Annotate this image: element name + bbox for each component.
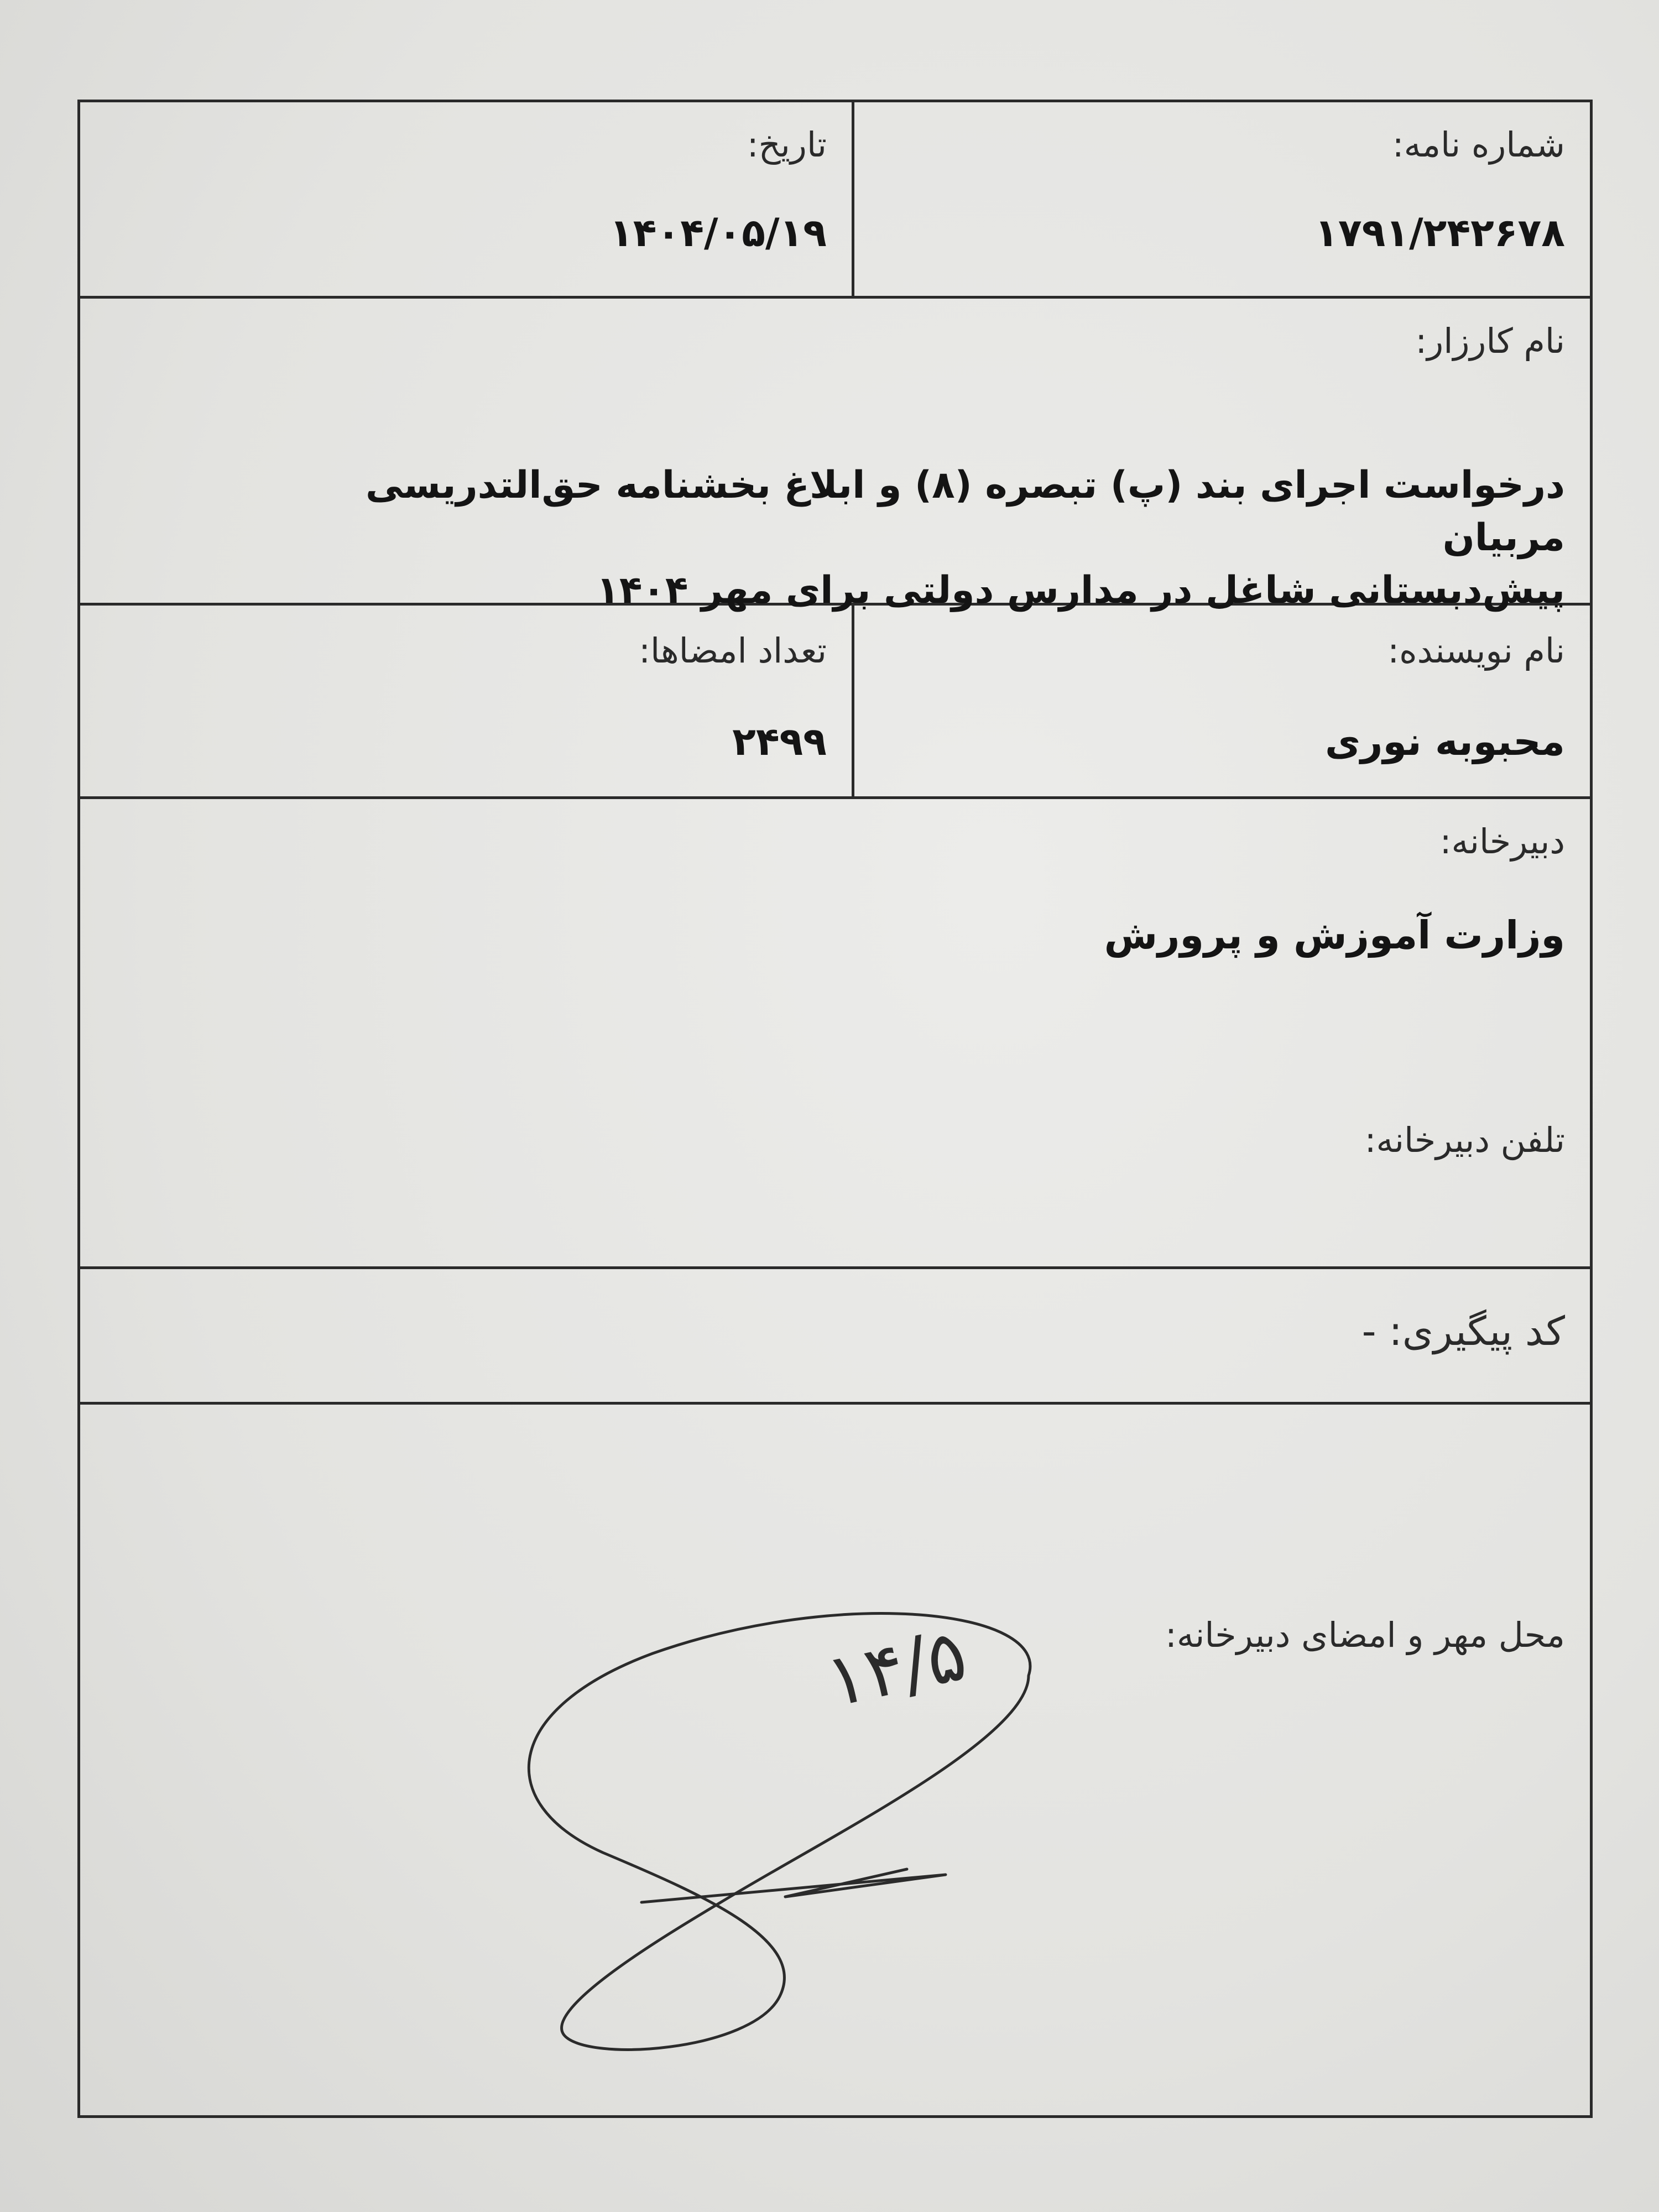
campaign-title xyxy=(279,459,1565,617)
author-value: محبوبه نوری xyxy=(1325,719,1565,764)
author-cell xyxy=(849,606,1590,796)
campaign-label: نام کارزار: xyxy=(1415,321,1565,361)
header-row xyxy=(80,102,1590,299)
secretariat-phone-label: تلفن دبیرخانه: xyxy=(1364,1120,1565,1160)
letter-number-value: ۱۷۹۱/۲۴۲۶۷۸ xyxy=(1314,210,1565,255)
signatures-count-value: ۲۴۹۹ xyxy=(732,719,827,764)
campaign-title-line-2: پیش‌دبستانی شاغل در مدارس دولتی برای مهر ۱۴۰۴ xyxy=(596,568,1565,612)
date-label: تاریخ: xyxy=(747,124,827,165)
campaign-row xyxy=(80,299,1590,612)
campaign-title-line-1: درخواست اجرای بند (پ) تبصره (۸) و ابلاغ بخشنامه حق‌التدریسی مربیان xyxy=(365,463,1565,560)
handwritten-signature xyxy=(420,1543,1139,2068)
tracking-code-label: کد پیگیری: - xyxy=(1361,1308,1565,1354)
secretariat-value: وزارت آموزش و پرورش xyxy=(1104,912,1565,958)
author-row xyxy=(80,606,1590,799)
letter-number-label: شماره نامه: xyxy=(1392,124,1565,165)
signature-flourish-stroke xyxy=(641,1869,946,1902)
author-label: نام نویسنده: xyxy=(1387,630,1565,671)
signatures-count-cell xyxy=(80,606,854,796)
handwritten-date-note: ۱۴/۵ xyxy=(818,1612,974,1724)
secretariat-label: دبیرخانه: xyxy=(1439,821,1565,862)
signatures-count-label: تعداد امضاها: xyxy=(639,630,827,671)
stamp-signature-label: محل مهر و امضای دبیرخانه: xyxy=(1165,1615,1565,1655)
tracking-code-row xyxy=(80,1269,1590,1405)
letter-number-cell xyxy=(849,102,1590,296)
date-value: ۱۴۰۴/۰۵/۱۹ xyxy=(609,210,827,255)
secretariat-row xyxy=(80,799,1590,1269)
date-cell xyxy=(80,102,854,296)
